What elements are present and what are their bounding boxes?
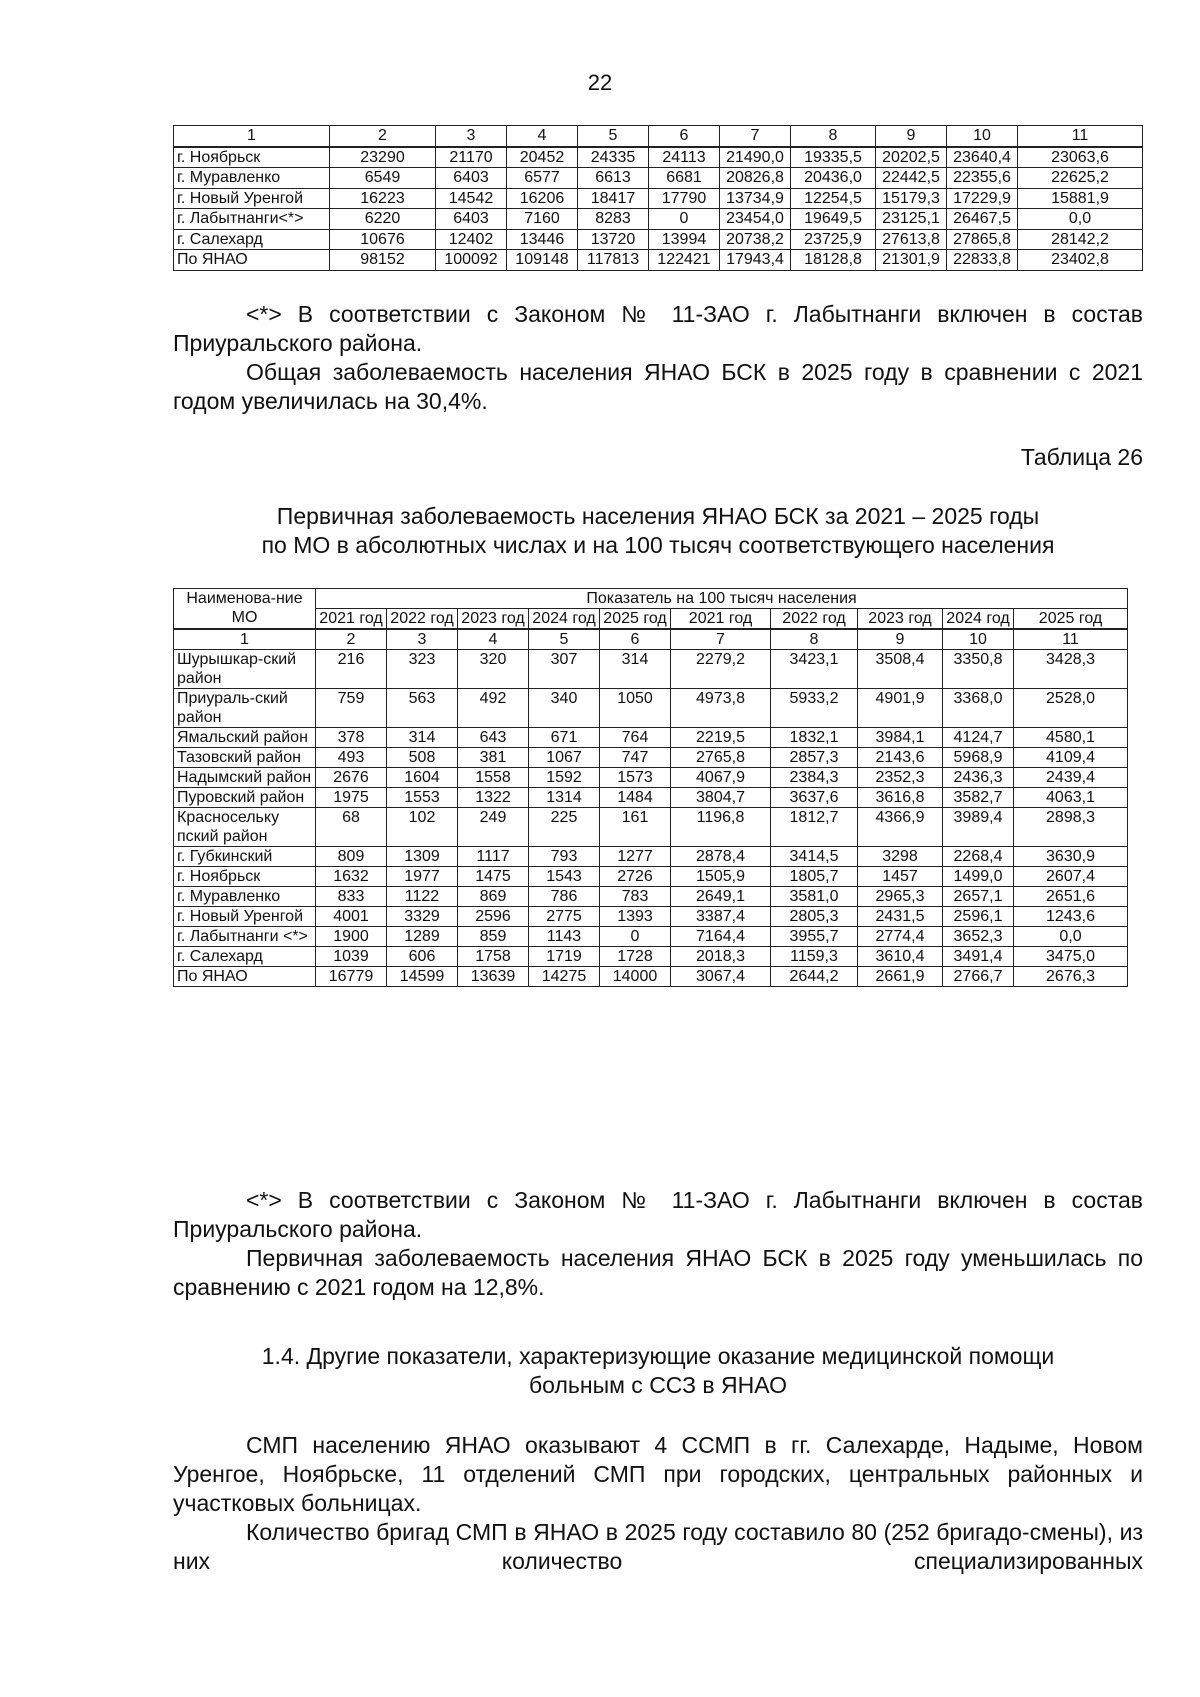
table-cell: 0,0 bbox=[1018, 209, 1143, 230]
table-cell: 6403 bbox=[436, 209, 507, 230]
table-cell: 2805,3 bbox=[771, 907, 858, 927]
table-cell: 10676 bbox=[330, 229, 436, 250]
top-data-table bbox=[173, 125, 1143, 271]
table-cell: 23725,9 bbox=[791, 229, 876, 250]
table-title-line-1: Первичная заболеваемость населения ЯНАО БСК за 2021 – 2025 годы bbox=[276, 503, 1040, 529]
table-row bbox=[174, 788, 1128, 808]
table-cell: 23125,1 bbox=[876, 209, 947, 230]
footnote-labytnangi-1: <*> В соответствии с Законом № 11-ЗАО г. Лабытнанги включен в состав Приуральского района. bbox=[173, 301, 1143, 356]
header-year: 2025 год bbox=[600, 609, 671, 630]
table-cell: 1558 bbox=[458, 768, 529, 788]
table-cell: 1758 bbox=[458, 947, 529, 967]
table-cell: 22833,8 bbox=[947, 250, 1018, 271]
column-number: 11 bbox=[1018, 126, 1143, 147]
table-cell: 1900 bbox=[316, 927, 387, 947]
section-heading bbox=[173, 1342, 1143, 1400]
table-cell: 15881,9 bbox=[1018, 188, 1143, 209]
table-cell: 6577 bbox=[507, 168, 578, 189]
table-cell: 381 bbox=[458, 748, 529, 768]
row-name: По ЯНАО bbox=[174, 250, 330, 271]
column-number: 1 bbox=[174, 126, 330, 147]
column-numbers-row bbox=[174, 629, 1128, 650]
table-cell: 23290 bbox=[330, 147, 436, 168]
table-cell: 102 bbox=[387, 808, 458, 847]
table-cell: 2528,0 bbox=[1014, 689, 1128, 728]
table-cell: 3652,3 bbox=[943, 927, 1014, 947]
table-cell: 1475 bbox=[458, 867, 529, 887]
table-cell: 6613 bbox=[578, 168, 649, 189]
table-cell: 6220 bbox=[330, 209, 436, 230]
paragraph-primary-morbidity: Первичная заболеваемость населения ЯНАО БСК в 2025 году уменьшилась по сравнению с 2021 годом на 12,8%. bbox=[173, 1245, 1143, 1300]
table-row bbox=[174, 728, 1128, 748]
table-cell: 13994 bbox=[649, 229, 720, 250]
table-cell: 22355,6 bbox=[947, 168, 1018, 189]
table-cell: 1196,8 bbox=[671, 808, 771, 847]
header-year: 2022 год bbox=[771, 609, 858, 630]
table-cell: 859 bbox=[458, 927, 529, 947]
header-mo-name: Наименова-ние МО bbox=[174, 589, 316, 630]
table-cell: 2431,5 bbox=[858, 907, 943, 927]
table-cell: 1719 bbox=[529, 947, 600, 967]
table-cell: 16779 bbox=[316, 967, 387, 987]
table-cell: 671 bbox=[529, 728, 600, 748]
table-row bbox=[174, 947, 1128, 967]
table-cell: 307 bbox=[529, 650, 600, 689]
table-cell: 1543 bbox=[529, 867, 600, 887]
table-cell: 1457 bbox=[858, 867, 943, 887]
table-cell: 14599 bbox=[387, 967, 458, 987]
table-cell: 1117 bbox=[458, 847, 529, 867]
row-name: Красносельку пский район bbox=[174, 808, 316, 847]
table-cell: 493 bbox=[316, 748, 387, 768]
table-cell: 14275 bbox=[529, 967, 600, 987]
table-cell: 5968,9 bbox=[943, 748, 1014, 768]
table-cell: 22442,5 bbox=[876, 168, 947, 189]
table-cell: 24335 bbox=[578, 147, 649, 168]
table-cell: 809 bbox=[316, 847, 387, 867]
column-number: 8 bbox=[791, 126, 876, 147]
table-cell: 13734,9 bbox=[720, 188, 791, 209]
table-cell: 783 bbox=[600, 887, 671, 907]
table-cell: 1143 bbox=[529, 927, 600, 947]
table-cell: 161 bbox=[600, 808, 671, 847]
table-cell: 4109,4 bbox=[1014, 748, 1128, 768]
table-cell: 7164,4 bbox=[671, 927, 771, 947]
table-cell: 13446 bbox=[507, 229, 578, 250]
column-number: 6 bbox=[649, 126, 720, 147]
table-cell: 3414,5 bbox=[771, 847, 858, 867]
table-cell: 759 bbox=[316, 689, 387, 728]
row-name: Шурышкар-ский район bbox=[174, 650, 316, 689]
table-cell: 18128,8 bbox=[791, 250, 876, 271]
column-number: 11 bbox=[1014, 629, 1128, 650]
table-cell: 20436,0 bbox=[791, 168, 876, 189]
table-cell: 1728 bbox=[600, 947, 671, 967]
table-row bbox=[174, 927, 1128, 947]
header-indicator-group: Показатель на 100 тысяч населения bbox=[316, 589, 1128, 609]
table-row bbox=[174, 188, 1143, 209]
table-cell: 1122 bbox=[387, 887, 458, 907]
table-cell: 3428,3 bbox=[1014, 650, 1128, 689]
header-year: 2023 год bbox=[858, 609, 943, 630]
table-cell: 563 bbox=[387, 689, 458, 728]
note-block-2 bbox=[173, 1186, 1143, 1302]
table-cell: 2439,4 bbox=[1014, 768, 1128, 788]
table-row bbox=[174, 229, 1143, 250]
table-row bbox=[174, 250, 1143, 271]
table-cell: 13720 bbox=[578, 229, 649, 250]
table-cell: 21301,9 bbox=[876, 250, 947, 271]
table-cell: 22625,2 bbox=[1018, 168, 1143, 189]
table-cell: 3508,4 bbox=[858, 650, 943, 689]
table-cell: 1812,7 bbox=[771, 808, 858, 847]
table-cell: 2649,1 bbox=[671, 887, 771, 907]
table-cell: 20452 bbox=[507, 147, 578, 168]
table-row bbox=[174, 650, 1128, 689]
paragraph-smp-brigades: Количество бригад СМП в ЯНАО в 2025 году составило 80 (252 бригадо-смены), из них количество специализированных bbox=[173, 1519, 1143, 1574]
table-cell: 16206 bbox=[507, 188, 578, 209]
table-cell: 2676 bbox=[316, 768, 387, 788]
table-cell: 0,0 bbox=[1014, 927, 1128, 947]
table-cell: 2279,2 bbox=[671, 650, 771, 689]
column-number: 9 bbox=[876, 126, 947, 147]
table-cell: 1484 bbox=[600, 788, 671, 808]
table-cell: 3329 bbox=[387, 907, 458, 927]
table-cell: 3298 bbox=[858, 847, 943, 867]
table-cell: 2965,3 bbox=[858, 887, 943, 907]
row-name: Тазовский район bbox=[174, 748, 316, 768]
table-cell: 3610,4 bbox=[858, 947, 943, 967]
table-cell: 2219,5 bbox=[671, 728, 771, 748]
table-cell: 1393 bbox=[600, 907, 671, 927]
table-cell: 4973,8 bbox=[671, 689, 771, 728]
table-cell: 3387,4 bbox=[671, 907, 771, 927]
table-cell: 3804,7 bbox=[671, 788, 771, 808]
table-cell: 2268,4 bbox=[943, 847, 1014, 867]
column-number: 10 bbox=[947, 126, 1018, 147]
table-cell: 492 bbox=[458, 689, 529, 728]
table-cell: 1832,1 bbox=[771, 728, 858, 748]
row-name: г. Новый Уренгой bbox=[174, 188, 330, 209]
column-number: 6 bbox=[600, 629, 671, 650]
table-cell: 12402 bbox=[436, 229, 507, 250]
table-cell: 314 bbox=[600, 650, 671, 689]
row-name: г. Ноябрьск bbox=[174, 867, 316, 887]
header-years-row bbox=[174, 609, 1128, 630]
table-cell: 23640,4 bbox=[947, 147, 1018, 168]
table-cell: 643 bbox=[458, 728, 529, 748]
table-row bbox=[174, 808, 1128, 847]
column-number: 5 bbox=[529, 629, 600, 650]
row-name: г. Лабытнанги <*> bbox=[174, 927, 316, 947]
table-cell: 1604 bbox=[387, 768, 458, 788]
table-cell: 23454,0 bbox=[720, 209, 791, 230]
table-cell: 19335,5 bbox=[791, 147, 876, 168]
table-cell: 117813 bbox=[578, 250, 649, 271]
row-name: г. Губкинский bbox=[174, 847, 316, 867]
table-cell: 3989,4 bbox=[943, 808, 1014, 847]
table-cell: 1505,9 bbox=[671, 867, 771, 887]
table-row bbox=[174, 748, 1128, 768]
table-cell: 1039 bbox=[316, 947, 387, 967]
table-cell: 320 bbox=[458, 650, 529, 689]
smp-block bbox=[173, 1431, 1143, 1576]
table-cell: 249 bbox=[458, 808, 529, 847]
table-cell: 12254,5 bbox=[791, 188, 876, 209]
table-title-line-2: по МО в абсолютных числах и на 100 тысяч соответствующего населения bbox=[261, 532, 1055, 558]
row-name: г. Муравленко bbox=[174, 887, 316, 907]
table-cell: 6403 bbox=[436, 168, 507, 189]
table-cell: 3630,9 bbox=[1014, 847, 1128, 867]
column-number: 2 bbox=[330, 126, 436, 147]
table-cell: 23063,6 bbox=[1018, 147, 1143, 168]
paragraph-smp-stations: СМП населению ЯНАО оказывают 4 ССМП в гг. Салехарде, Надыме, Новом Уренгое, Ноябрьске, 11 отделений СМП при городских, центральных районных и участковых больницах. bbox=[173, 1432, 1143, 1516]
table-cell: 1277 bbox=[600, 847, 671, 867]
table-cell: 4580,1 bbox=[1014, 728, 1128, 748]
table-row bbox=[174, 967, 1128, 987]
table-cell: 1499,0 bbox=[943, 867, 1014, 887]
page-number: 22 bbox=[587, 70, 613, 95]
table-cell: 3581,0 bbox=[771, 887, 858, 907]
table-cell: 4124,7 bbox=[943, 728, 1014, 748]
table-cell: 6681 bbox=[649, 168, 720, 189]
table-cell: 4901,9 bbox=[858, 689, 943, 728]
table-cell: 340 bbox=[529, 689, 600, 728]
table-cell: 2143,6 bbox=[858, 748, 943, 768]
table-cell: 8283 bbox=[578, 209, 649, 230]
table-cell: 21490,0 bbox=[720, 147, 791, 168]
row-name: г. Салехард bbox=[174, 947, 316, 967]
table-cell: 3616,8 bbox=[858, 788, 943, 808]
section-heading-line-2: больным с ССЗ в ЯНАО bbox=[529, 1372, 787, 1398]
table-cell: 2857,3 bbox=[771, 748, 858, 768]
table-cell: 23402,8 bbox=[1018, 250, 1143, 271]
primary-morbidity-table bbox=[173, 588, 1128, 987]
table-cell: 20202,5 bbox=[876, 147, 947, 168]
header-year: 2021 год bbox=[316, 609, 387, 630]
table-row bbox=[174, 847, 1128, 867]
table-cell: 2436,3 bbox=[943, 768, 1014, 788]
table-cell: 793 bbox=[529, 847, 600, 867]
table-cell: 2596 bbox=[458, 907, 529, 927]
table-cell: 4063,1 bbox=[1014, 788, 1128, 808]
table-cell: 0 bbox=[649, 209, 720, 230]
column-number: 1 bbox=[174, 629, 316, 650]
table-cell: 225 bbox=[529, 808, 600, 847]
table-cell: 1314 bbox=[529, 788, 600, 808]
table-cell: 0 bbox=[600, 927, 671, 947]
table-cell: 15179,3 bbox=[876, 188, 947, 209]
table-cell: 323 bbox=[387, 650, 458, 689]
header-year: 2025 год bbox=[1014, 609, 1128, 630]
row-name: г. Лабытнанги<*> bbox=[174, 209, 330, 230]
table-cell: 17943,4 bbox=[720, 250, 791, 271]
table-cell: 2644,2 bbox=[771, 967, 858, 987]
table-cell: 21170 bbox=[436, 147, 507, 168]
table-cell: 4001 bbox=[316, 907, 387, 927]
table-cell: 2661,9 bbox=[858, 967, 943, 987]
table-cell: 122421 bbox=[649, 250, 720, 271]
table-cell: 2726 bbox=[600, 867, 671, 887]
table-title bbox=[173, 502, 1143, 560]
table-cell: 24113 bbox=[649, 147, 720, 168]
table-cell: 2898,3 bbox=[1014, 808, 1128, 847]
table-row bbox=[174, 689, 1128, 728]
table-label: Таблица 26 bbox=[1020, 444, 1143, 470]
table-cell: 1632 bbox=[316, 867, 387, 887]
row-name: По ЯНАО bbox=[174, 967, 316, 987]
table-cell: 109148 bbox=[507, 250, 578, 271]
column-number: 2 bbox=[316, 629, 387, 650]
table-cell: 2352,3 bbox=[858, 768, 943, 788]
row-name: Ямальский район bbox=[174, 728, 316, 748]
table-cell: 7160 bbox=[507, 209, 578, 230]
row-name: г. Новый Уренгой bbox=[174, 907, 316, 927]
column-number: 8 bbox=[771, 629, 858, 650]
table-cell: 2657,1 bbox=[943, 887, 1014, 907]
table-cell: 3637,6 bbox=[771, 788, 858, 808]
table-cell: 16223 bbox=[330, 188, 436, 209]
table-cell: 3582,7 bbox=[943, 788, 1014, 808]
table-cell: 2651,6 bbox=[1014, 887, 1128, 907]
row-name: Пуровский район bbox=[174, 788, 316, 808]
table-cell: 98152 bbox=[330, 250, 436, 271]
table-cell: 314 bbox=[387, 728, 458, 748]
table-cell: 2607,4 bbox=[1014, 867, 1128, 887]
table-cell: 18417 bbox=[578, 188, 649, 209]
table-cell: 869 bbox=[458, 887, 529, 907]
table-cell: 1050 bbox=[600, 689, 671, 728]
table-cell: 3475,0 bbox=[1014, 947, 1128, 967]
table-cell: 1592 bbox=[529, 768, 600, 788]
table-cell: 3067,4 bbox=[671, 967, 771, 987]
table-cell: 6549 bbox=[330, 168, 436, 189]
footnote-labytnangi-2: <*> В соответствии с Законом № 11-ЗАО г. Лабытнанги включен в состав Приуральского района. bbox=[173, 1187, 1143, 1242]
header-year: 2021 год bbox=[671, 609, 771, 630]
table-cell: 100092 bbox=[436, 250, 507, 271]
section-heading-line-1: 1.4. Другие показатели, характеризующие оказание медицинской помощи bbox=[261, 1343, 1055, 1369]
row-name: Приураль-ский район bbox=[174, 689, 316, 728]
table-cell: 216 bbox=[316, 650, 387, 689]
column-number: 4 bbox=[458, 629, 529, 650]
table-cell: 1243,6 bbox=[1014, 907, 1128, 927]
column-number: 10 bbox=[943, 629, 1014, 650]
table-cell: 3368,0 bbox=[943, 689, 1014, 728]
table-cell: 1805,7 bbox=[771, 867, 858, 887]
note-block-1 bbox=[173, 300, 1143, 416]
header-year: 2023 год bbox=[458, 609, 529, 630]
table-cell: 3350,8 bbox=[943, 650, 1014, 689]
column-number: 4 bbox=[507, 126, 578, 147]
table-cell: 2765,8 bbox=[671, 748, 771, 768]
header-year: 2022 год bbox=[387, 609, 458, 630]
table-cell: 378 bbox=[316, 728, 387, 748]
header-year: 2024 год bbox=[529, 609, 600, 630]
column-number: 3 bbox=[387, 629, 458, 650]
table-row bbox=[174, 147, 1143, 168]
table-cell: 20738,2 bbox=[720, 229, 791, 250]
table-cell: 28142,2 bbox=[1018, 229, 1143, 250]
row-name: Надымский район bbox=[174, 768, 316, 788]
column-number: 3 bbox=[436, 126, 507, 147]
table-row bbox=[174, 907, 1128, 927]
table-cell: 3491,4 bbox=[943, 947, 1014, 967]
column-number: 7 bbox=[720, 126, 791, 147]
table-cell: 764 bbox=[600, 728, 671, 748]
table-cell: 1977 bbox=[387, 867, 458, 887]
table-row bbox=[174, 209, 1143, 230]
table-cell: 2774,4 bbox=[858, 927, 943, 947]
table-cell: 3984,1 bbox=[858, 728, 943, 748]
table-row bbox=[174, 168, 1143, 189]
table-cell: 1159,3 bbox=[771, 947, 858, 967]
table-cell: 2596,1 bbox=[943, 907, 1014, 927]
table-cell: 4366,9 bbox=[858, 808, 943, 847]
column-number: 7 bbox=[671, 629, 771, 650]
table-cell: 833 bbox=[316, 887, 387, 907]
table-cell: 1289 bbox=[387, 927, 458, 947]
table-cell: 606 bbox=[387, 947, 458, 967]
table-cell: 508 bbox=[387, 748, 458, 768]
table-cell: 1553 bbox=[387, 788, 458, 808]
table-cell: 68 bbox=[316, 808, 387, 847]
header-year: 2024 год bbox=[943, 609, 1014, 630]
table-cell: 27865,8 bbox=[947, 229, 1018, 250]
table-cell: 14000 bbox=[600, 967, 671, 987]
table-cell: 3955,7 bbox=[771, 927, 858, 947]
table-cell: 19649,5 bbox=[791, 209, 876, 230]
table-cell: 2384,3 bbox=[771, 768, 858, 788]
table-row bbox=[174, 867, 1128, 887]
table-header-row bbox=[174, 126, 1143, 147]
table-cell: 20826,8 bbox=[720, 168, 791, 189]
table-cell: 2676,3 bbox=[1014, 967, 1128, 987]
table-cell: 3423,1 bbox=[771, 650, 858, 689]
table-cell: 1067 bbox=[529, 748, 600, 768]
table-cell: 5933,2 bbox=[771, 689, 858, 728]
table-cell: 1975 bbox=[316, 788, 387, 808]
column-number: 9 bbox=[858, 629, 943, 650]
table-cell: 14542 bbox=[436, 188, 507, 209]
table-cell: 13639 bbox=[458, 967, 529, 987]
row-name: г. Ноябрьск bbox=[174, 147, 330, 168]
table-row bbox=[174, 887, 1128, 907]
table-cell: 1309 bbox=[387, 847, 458, 867]
table-cell: 27613,8 bbox=[876, 229, 947, 250]
row-name: г. Муравленко bbox=[174, 168, 330, 189]
table-cell: 747 bbox=[600, 748, 671, 768]
table-cell: 2766,7 bbox=[943, 967, 1014, 987]
table-cell: 2878,4 bbox=[671, 847, 771, 867]
table-cell: 4067,9 bbox=[671, 768, 771, 788]
table-cell: 2775 bbox=[529, 907, 600, 927]
table-row bbox=[174, 768, 1128, 788]
table-cell: 26467,5 bbox=[947, 209, 1018, 230]
row-name: г. Салехард bbox=[174, 229, 330, 250]
paragraph-total-morbidity: Общая заболеваемость населения ЯНАО БСК в 2025 году в сравнении с 2021 годом увеличилась на 30,4%. bbox=[173, 359, 1143, 414]
column-number: 5 bbox=[578, 126, 649, 147]
table-cell: 2018,3 bbox=[671, 947, 771, 967]
table-cell: 786 bbox=[529, 887, 600, 907]
table-cell: 17229,9 bbox=[947, 188, 1018, 209]
table-cell: 1322 bbox=[458, 788, 529, 808]
table-cell: 17790 bbox=[649, 188, 720, 209]
table-cell: 1573 bbox=[600, 768, 671, 788]
